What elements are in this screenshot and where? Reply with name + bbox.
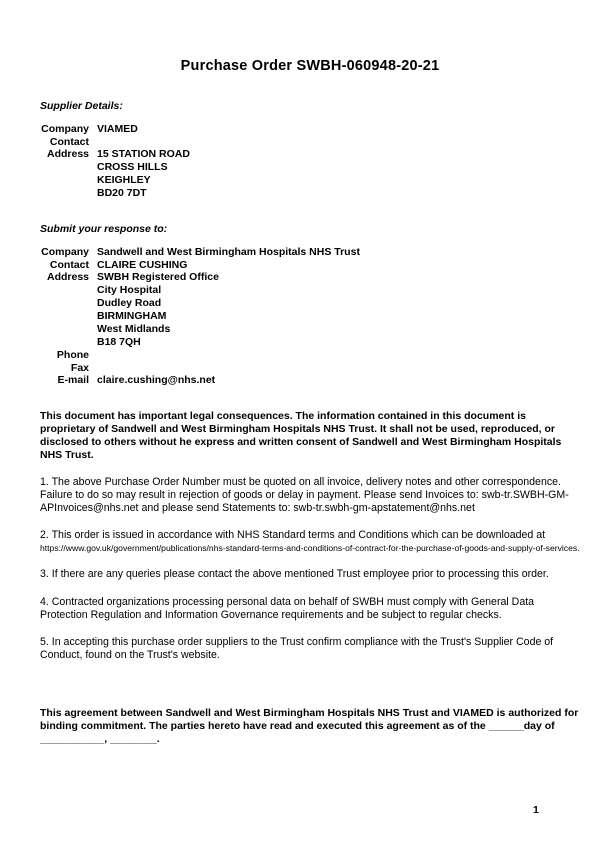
response-address-line: Dudley Road (97, 297, 162, 309)
page-content (40, 0, 580, 746)
response-details-block (40, 246, 580, 387)
response-email-row (40, 374, 580, 387)
term-2-url: https://www.gov.uk/government/publications/nhs-standard-terms-and-conditions-of-contract-for-the-purchase-of-goods-and-supply-of-services. (40, 543, 580, 554)
term-1: 1. The above Purchase Order Number must be quoted on all invoice, delivery notes and other correspondence. Failure to do so may result in rejection of goods or delay in payment. Please send Invoices to: swb-tr.SWBH-GM-APInvoices@nhs.net and please send Statements to: swb-tr.swbh-gm-apstatement@nhs.net (40, 475, 569, 514)
term-3: 3. If there are any queries please contact the above mentioned Trust employee prior to processing this order. (40, 568, 549, 581)
response-address-line: BIRMINGHAM (97, 310, 167, 322)
supplier-details-block (40, 123, 580, 200)
term-2 (40, 529, 580, 554)
response-phone-row (40, 349, 580, 362)
response-phone-label: Phone (56, 349, 89, 361)
response-heading: Submit your response to: (40, 223, 168, 235)
supplier-company-value: VIAMED (97, 123, 138, 135)
response-address-label: Address (46, 271, 89, 283)
supplier-details-heading: Supplier Details: (40, 100, 123, 112)
response-address-row (40, 271, 580, 349)
response-fax-row (40, 362, 580, 375)
response-address-value (97, 271, 219, 349)
response-address-line: West Midlands (97, 323, 171, 335)
term-5: 5. In accepting this purchase order suppliers to the Trust confirm compliance with the Trust's Supplier Code of Conduct, found on the Trust's website. (40, 635, 554, 662)
supplier-address-line: BD20 7DT (97, 187, 147, 199)
response-company-label: Company (41, 246, 89, 258)
response-contact-label: Contact (49, 258, 89, 271)
response-address-line: B18 7QH (97, 336, 141, 348)
page-title: Purchase Order SWBH-060948-20-21 (180, 58, 440, 74)
response-fax-label: Fax (70, 361, 89, 374)
response-email-value: claire.cushing@nhs.net (97, 374, 216, 386)
supplier-address-value (97, 148, 190, 200)
supplier-contact-label: Contact (49, 135, 89, 148)
response-company-row (40, 246, 580, 259)
response-address-line: City Hospital (97, 284, 162, 296)
response-contact-value: CLAIRE CUSHING (97, 258, 188, 271)
supplier-address-row (40, 148, 580, 200)
response-contact-row (40, 259, 580, 272)
term-2-text: 2. This order is issued in accordance with NHS Standard terms and Conditions which can be downloaded at (40, 529, 546, 542)
agreement-statement: This agreement between Sandwell and West Birmingham Hospitals NHS Trust and VIAMED is authorized for binding commitment. The parties hereto have read and executed this agreement as of the ______day of ___________, ________. (40, 707, 579, 746)
supplier-address-line: KEIGHLEY (97, 174, 151, 186)
term-4: 4. Contracted organizations processing personal data on behalf of SWBH must comply with General Data Protection Regulation and Information Governance requirements and be subject to regular checks. (40, 595, 535, 621)
supplier-address-line: 15 STATION ROAD (97, 148, 190, 160)
response-company-value: Sandwell and West Birmingham Hospitals NHS Trust (97, 246, 360, 258)
supplier-address-line: CROSS HILLS (97, 161, 168, 173)
supplier-company-label: Company (41, 123, 89, 135)
supplier-contact-row (40, 136, 580, 149)
response-address-line: SWBH Registered Office (97, 271, 219, 283)
supplier-address-label: Address (46, 148, 89, 160)
page-number: 1 (533, 804, 539, 816)
response-email-label: E-mail (57, 374, 89, 386)
legal-notice: This document has important legal consequences. The information contained in this document is proprietary of Sandwell and West Birmingham Hospitals NHS Trust. It shall not be used, reproduced, or disclosed to others without he express and written consent of Sandwell and West Birmingham Hospitals NHS Trust. (40, 409, 562, 461)
supplier-company-row (40, 123, 580, 136)
